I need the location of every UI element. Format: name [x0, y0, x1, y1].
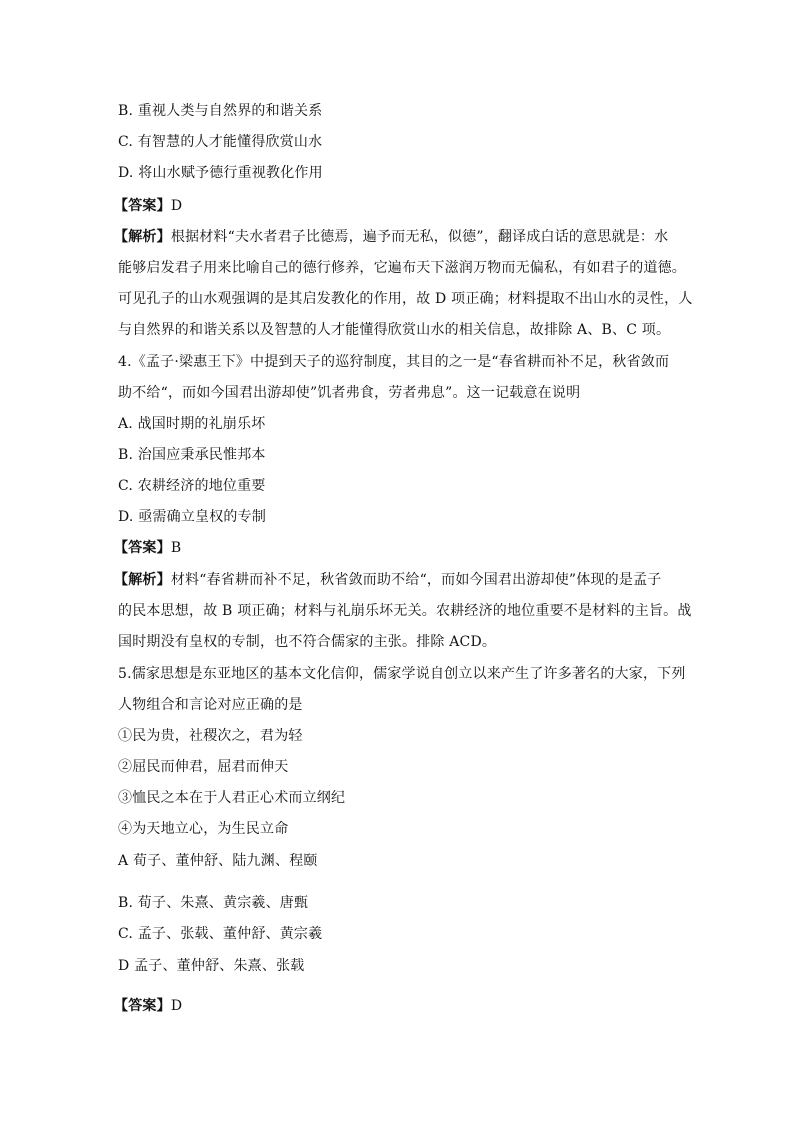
q5-option-c: C. 孟子、张载、董仲舒、黄宗羲: [118, 926, 323, 942]
answer-label: 【答案】: [114, 198, 171, 214]
analysis-label: 【解析】: [114, 572, 171, 588]
q3-option-b: B. 重视人类与自然界的和谐关系: [118, 103, 323, 119]
q5-statement-3: ③恤民之本在于人君正心术而立纲纪: [118, 790, 346, 806]
q4-option-c: C. 农耕经济的地位重要: [118, 478, 266, 494]
answer-label: 【答案】: [114, 540, 171, 556]
q5-stem-line1: 5.儒家思想是东亚地区的基本文化信仰，儒家学说自创立以来产生了许多著名的大家，下列: [118, 666, 686, 682]
answer-value: D: [170, 998, 183, 1014]
analysis-label: 【解析】: [114, 229, 171, 245]
answer-value: B: [170, 540, 182, 556]
q5-option-d: D 孟子、董仲舒、朱熹、张载: [118, 958, 305, 974]
analysis-text: 根据材料“夫水者君子比德焉，遍予而无私，似德”，翻译成白话的意思就是：水: [170, 229, 669, 245]
q4-answer: [114, 538, 181, 558]
q5-statement-4: ④为天地立心，为生民立命: [118, 821, 289, 837]
q4-analysis-line3: 国时期没有皇权的专制，也不符合儒家的主张。排除 ACD。: [118, 634, 497, 650]
q3-answer: [114, 196, 182, 216]
q4-analysis-line1: [114, 570, 661, 590]
analysis-text: 材料“春省耕而补不足，秋省敛而助不给“，而如今国君出游却使”体现的是孟子: [170, 572, 662, 588]
q3-analysis-line4: 与自然界的和谐关系以及智慧的人才能懂得欣赏山水的相关信息，故排除 A、B、C 项。: [118, 322, 671, 338]
q4-option-a: A. 战国时期的礼崩乐坏: [118, 416, 266, 432]
q4-option-b: B. 治国应秉承民惟邦本: [118, 447, 266, 463]
q3-analysis-line2: 能够启发君子用来比喻自己的德行修养，它遍布天下滋润万物而无偏私，有如君子的道德。: [118, 260, 686, 276]
q5-statement-2: ②屈民而伸君，屈君而伸天: [118, 759, 289, 775]
q3-option-d: D. 将山水赋予德行重视教化作用: [118, 165, 323, 181]
q4-option-d: D. 亟需确立皇权的专制: [118, 509, 267, 525]
q5-statement-1: ①民为贵，社稷次之，君为轻: [118, 728, 303, 744]
q4-analysis-line2: 的民本思想，故 B 项正确；材料与礼崩乐坏无关。农耕经济的地位重要不是材料的主旨。战: [118, 603, 692, 619]
q3-analysis-line1: [114, 227, 668, 247]
q3-analysis-line3: 可见孔子的山水观强调的是其启发教化的作用，故 D 项正确；材料提取不出山水的灵性，人: [118, 291, 693, 307]
q4-stem-line2: 助不给“，而如今国君出游却使”饥者弗食，劳者弗息”。这一记载意在说明: [118, 385, 581, 401]
answer-label: 【答案】: [114, 998, 171, 1014]
q5-option-a: A 荀子、董仲舒、陆九渊、程颐: [118, 853, 318, 869]
q5-option-b: B. 荀子、朱熹、黄宗羲、唐甄: [118, 895, 309, 911]
q5-answer: [114, 996, 182, 1016]
answer-value: D: [170, 198, 183, 214]
q3-option-c: C. 有智慧的人才能懂得欣赏山水: [118, 134, 323, 150]
q5-stem-line2: 人物组合和言论对应正确的是: [118, 697, 303, 713]
q4-stem-line1: 4.《孟子·梁惠王下》中提到天子的巡狩制度，其目的之一是“春省耕而补不足，秋省敛而: [118, 354, 670, 370]
